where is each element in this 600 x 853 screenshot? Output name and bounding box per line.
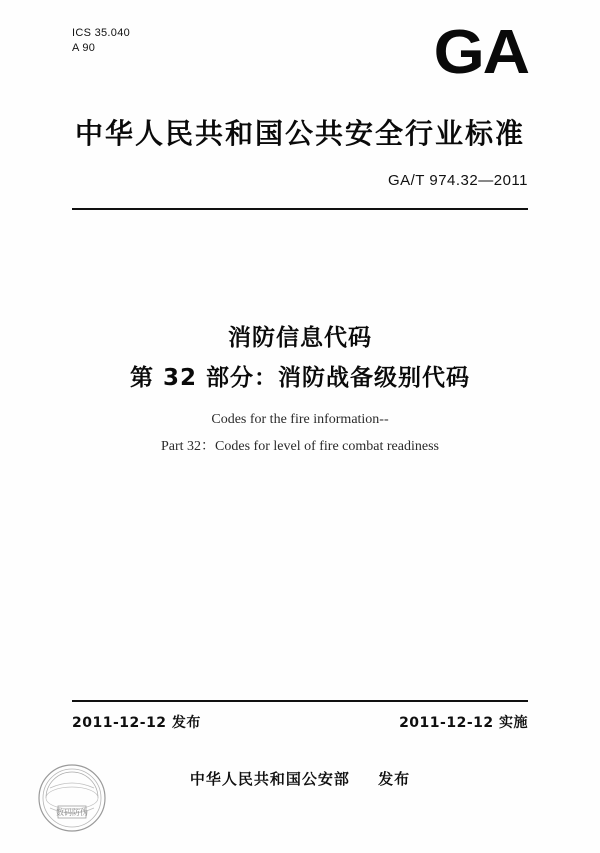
ics-number: ICS 35.040 <box>72 27 131 39</box>
anti-counterfeit-seal-icon <box>36 762 108 834</box>
document-title-en-line1: Codes for the fire information-- <box>211 412 389 427</box>
document-title-en-line2: Part 32：Codes for level of fire combat readiness <box>161 439 439 455</box>
document-title-cn <box>0 318 600 399</box>
svg-text:数码防伪: 数码防伪 <box>56 808 88 817</box>
page-title: 中华人民共和国公共安全行业标准 <box>74 117 525 150</box>
ics-block <box>72 26 130 56</box>
publisher-verb: 发布 <box>378 770 411 788</box>
divider-bottom <box>72 700 528 702</box>
divider-top <box>72 208 528 210</box>
issue-date: 2011-12-12 发布 <box>72 715 201 731</box>
standard-number: GA/T 974.32—2011 <box>387 172 528 189</box>
document-title-cn-line2: 第 32 部分：消防战备级别代码 <box>129 365 471 392</box>
document-title-cn-line1: 消防信息代码 <box>228 325 372 351</box>
effective-date: 2011-12-12 实施 <box>399 715 528 731</box>
document-title-en <box>0 406 600 461</box>
publisher-name: 中华人民共和国公安部 <box>189 770 350 788</box>
classification-code: A 90 <box>72 41 96 54</box>
ga-logo: GA <box>433 18 528 87</box>
